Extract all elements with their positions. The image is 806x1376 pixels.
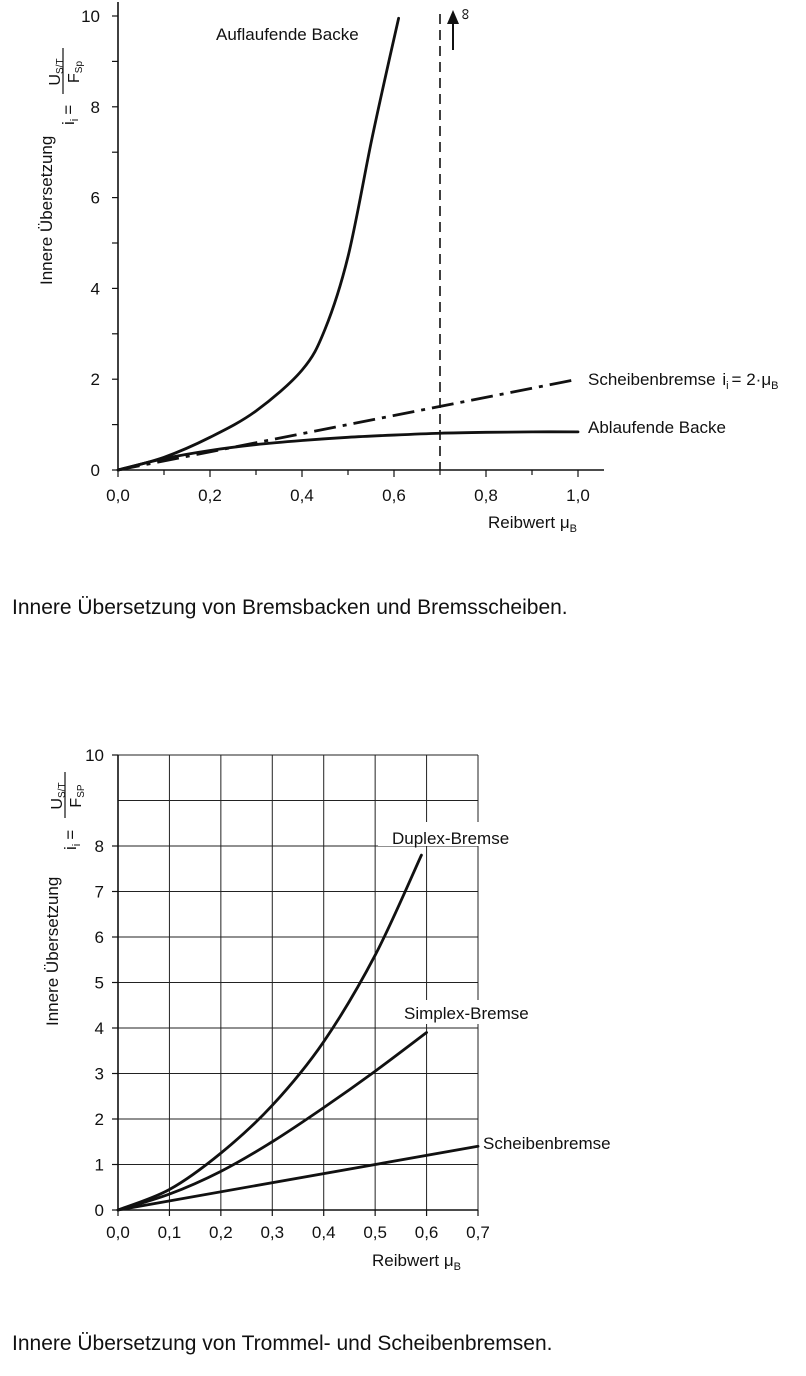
y-tick-label: 2 [90,370,100,390]
series-line-scheibenbremse [118,1146,478,1210]
y-axis-title-2 [43,877,62,1026]
svg-text:FSP: FSP [68,784,87,808]
x-tick-label: 0,6 [414,1223,439,1242]
series-line-scheibenbremse [118,379,578,470]
x-tick-label: 0,8 [474,486,498,505]
x-tick-label: 0,2 [209,1223,233,1242]
x-tick-label: 0,0 [106,1223,130,1242]
y-tick-label: 0 [90,461,100,480]
x-tick-label: 1,0 [566,486,590,505]
x-tick-label: 0,5 [363,1223,387,1242]
y-axis-fraction-den-2 [68,784,87,807]
label-simplex-bremse: Simplex-Bremse [404,1004,529,1023]
y-tick-label: 10 [85,746,104,765]
label-scheibenbremse-1: Scheibenbremse $i_i = 2\cdot\mu_B$ [588,370,779,392]
svg-text:ii=: $i_i=$ [61,829,83,850]
ticks-2 [85,746,490,1242]
series-1 [118,18,578,470]
x-axis-title-1: Reibwert $\mu_B$ [488,513,577,535]
label-duplex-bremse: Duplex-Bremse [392,829,510,848]
y-axis-label-1: Innere Übersetzung [37,135,56,285]
svg-text:US/T: US/T [49,782,68,810]
y-tick-label: 2 [94,1110,104,1129]
chart-brake-shoes [0,0,806,560]
label-ablaufende-backe: Ablaufende Backe [588,418,726,437]
x-tick-label: 0,2 [198,486,222,505]
y-axis-fraction-den-1 [66,61,85,83]
label-auflaufende-backe: Auflaufende Backe [216,25,359,44]
x-tick-label: 0,4 [290,486,314,505]
x-tick-label: 0,6 [382,486,406,505]
y-tick-label: 8 [94,837,104,856]
label-scheibenbremse-2: Scheibenbremse [483,1134,611,1153]
x-tick-label: 0,4 [311,1223,336,1242]
x-tick-label: 0,0 [106,486,130,505]
y-axis-label-2: Innere Übersetzung [43,876,62,1026]
y-tick-label: 1 [94,1155,104,1175]
y-tick-label: 5 [94,973,104,993]
svg-text:US/T: US/T [47,58,66,86]
series-2 [118,855,478,1210]
svg-text:FSp: FSp [66,60,85,84]
x-tick-label: 0,1 [157,1223,182,1242]
y-tick-label: 6 [90,188,100,208]
y-tick-label: 10 [81,7,100,26]
ticks-1 [81,7,590,505]
svg-text:Innere Übersetzung [37,136,56,285]
y-tick-label: 0 [94,1201,104,1220]
y-axis-formula-1 [59,105,81,125]
axes-1 [118,2,604,470]
y-tick-label: 4 [90,279,100,299]
infinity-symbol [457,8,474,19]
y-tick-label: 8 [90,97,100,117]
svg-text:∞: ∞ [457,8,474,20]
caption-chart-1: Innere Übersetzung von Bremsbacken und Bremsscheiben. [12,596,568,619]
y-axis-formula-2 [61,830,83,850]
svg-text:Innere Übersetzung [43,877,62,1026]
chart-drum-disc-brakes [0,736,806,1296]
series-line-auflaufende-backe [118,18,399,470]
svg-text:ii=: $i_i=$ [59,104,81,125]
y-tick-label: 7 [94,882,104,902]
caption-chart-2: Innere Übersetzung von Trommel- und Scheibenbremsen. [12,1332,553,1355]
y-axis-title-1 [37,136,56,285]
series-line-duplex-bremse [118,855,421,1210]
x-tick-label: 0,7 [466,1223,490,1242]
y-tick-label: 3 [94,1064,104,1084]
series-line-ablaufende-backe [118,432,578,470]
y-tick-label: 6 [94,928,104,947]
x-axis-title-2: Reibwert $\mu_B$ [372,1251,461,1273]
y-tick-label: 4 [94,1019,104,1038]
x-tick-label: 0,3 [260,1223,285,1242]
